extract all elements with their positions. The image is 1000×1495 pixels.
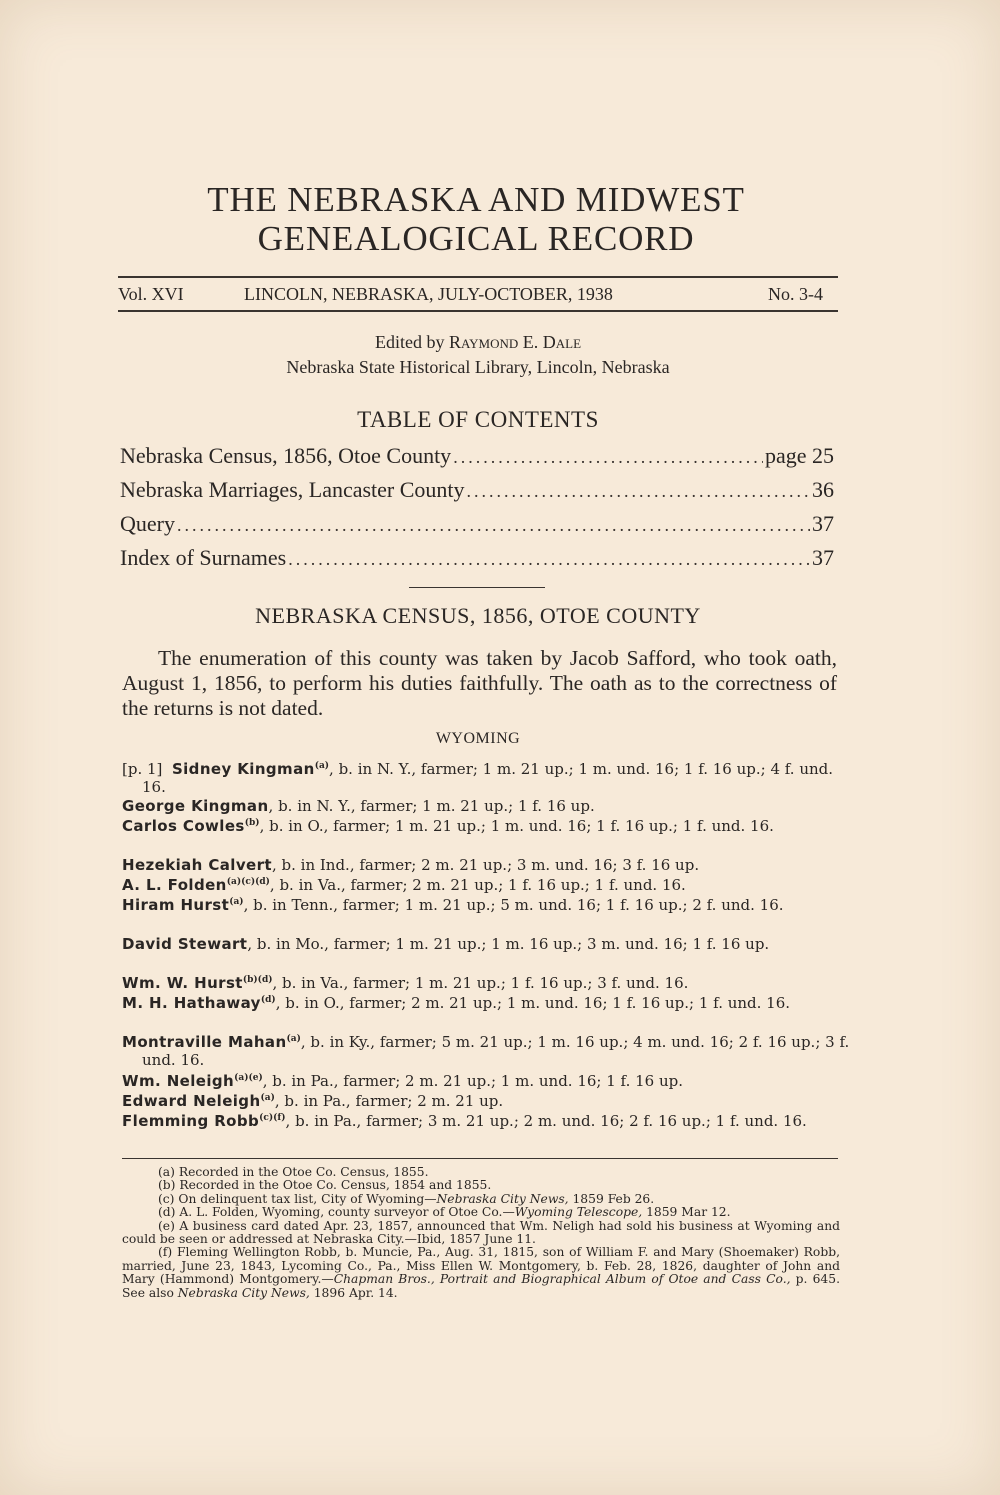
entry-footnote-ref: (a)(e) [234, 1073, 263, 1083]
editor-name: Raymond E. Dale [448, 332, 582, 352]
masthead-rule-bottom [118, 310, 838, 312]
section-subheading: WYOMING [435, 730, 521, 747]
footnote-c-source: Nebraska City News, [436, 1191, 569, 1206]
page-marker: [p. 1] [122, 760, 163, 778]
entry-footnote-ref: (b) [244, 818, 260, 828]
entry-details: , b. in Ind., farmer; 2 m. 21 up.; 3 m. und. 16; 3 f. 16 up. [271, 856, 700, 874]
census-entry [122, 1034, 858, 1069]
journal-title-line-1: THE NEBRASKA AND MIDWEST [207, 180, 745, 219]
entry-name: David Stewart [122, 935, 248, 953]
entry-details: , b. in Mo., farmer; 1 m. 21 up.; 1 m. 16 up.; 3 m. und. 16; 1 f. 16 up. [247, 935, 770, 953]
toc-item[interactable] [120, 545, 834, 572]
entry-details: , b. in Ky., farmer; 5 m. 21 up.; 1 m. 16 up.; 4 m. und. 16; 2 f. 16 up.; 3 f. und. 16. [142, 1033, 850, 1069]
volume-label: Vol. XVI [118, 284, 184, 304]
entry-details: , b. in N. Y., farmer; 1 m. 21 up.; 1 f. 16 up. [268, 797, 595, 815]
entry-details: , b. in Tenn., farmer; 1 m. 21 up.; 5 m. und. 16; 1 f. 16 up.; 2 f. und. 16. [243, 896, 784, 914]
census-entry [122, 761, 858, 796]
editor-prefix: Edited by [374, 332, 445, 352]
entry-name: Sidney Kingman [171, 760, 315, 778]
footnote-a: (a) Recorded in the Otoe Co. Census, 1855. [158, 1165, 429, 1179]
editor-affiliation: Nebraska State Historical Library, Lincoln, Nebraska [286, 357, 670, 377]
entry-footnote-ref: (a) [260, 1093, 275, 1103]
toc-item[interactable] [120, 477, 834, 504]
footnote-c [122, 1193, 840, 1206]
toc-heading: TABLE OF CONTENTS [357, 407, 599, 432]
footnote-f-text: (f) Fleming Wellington Robb, b. Muncie, Pa., Aug. 31, 1815, son of William F. and Mary (Shoemaker) Robb, married, June 23, 1843, Lycoming Co., Pa., Miss Ellen W. Montgomery, b. Feb. 28, 1826, daughter of John and Mary (Hammond) Montgomery.— [122, 1245, 840, 1287]
issue-number-label: No. 3-4 [768, 284, 823, 304]
toc-item-page: 37 [812, 545, 834, 570]
footnote-b: (b) Recorded in the Otoe Co. Census, 1854 and 1855. [158, 1178, 492, 1193]
census-entry [122, 857, 858, 875]
entry-details: , b. in Pa., farmer; 2 m. 21 up. [274, 1092, 504, 1110]
census-entry [122, 798, 858, 816]
place-date-label: LINCOLN, NEBRASKA, JULY-OCTOBER, 1938 [244, 284, 613, 304]
journal-title-line-2: GENEALOGICAL RECORD [257, 219, 695, 258]
entry-name: Flemming Robb [122, 1112, 260, 1130]
toc-item-label: Query [120, 511, 175, 536]
census-entry [122, 936, 858, 954]
census-entry [122, 877, 858, 895]
entry-name: Hezekiah Calvert [122, 856, 272, 874]
toc-leader-dots [467, 478, 810, 504]
footnote-c-text: (c) On delinquent tax list, City of Wyoming— [158, 1191, 437, 1206]
intro-paragraph: The enumeration of this county was taken by Jacob Safford, who took oath, August 1, 1856, to perform his duties faithfully. The oath as to the correctness of the returns is not dated. [122, 646, 837, 720]
footnote-d-source: Wyoming Telescope, [514, 1205, 643, 1220]
article-heading: NEBRASKA CENSUS, 1856, OTOE COUNTY [255, 603, 701, 628]
footnotes [122, 1166, 840, 1300]
toc-leader-dots [177, 512, 810, 538]
toc-item-page: page 25 [764, 443, 834, 468]
entry-footnote-ref: (a) [314, 761, 330, 771]
census-entry [122, 1073, 858, 1091]
entry-name: George Kingman [122, 797, 269, 815]
census-entry [122, 975, 858, 993]
toc-leader-dots [453, 444, 763, 470]
footnote-f-date: 1896 Apr. 14. [309, 1285, 398, 1300]
entry-footnote-ref: (a)(c)(d) [226, 877, 270, 887]
footnote-f [122, 1246, 840, 1300]
census-entry [122, 818, 858, 836]
census-entry [122, 897, 858, 915]
entry-name: Wm. Neleigh [122, 1072, 235, 1090]
entry-footnote-ref: (c)(f) [259, 1113, 286, 1123]
footnote-f-mid: p. 645. See also [122, 1272, 840, 1300]
entry-details: , b. in Va., farmer; 2 m. 21 up.; 1 f. 16 up.; 1 f. und. 16. [269, 876, 686, 894]
toc-leader-dots [288, 546, 810, 572]
footnote-rule [122, 1158, 838, 1159]
census-entry [122, 995, 858, 1013]
toc-item-page: 36 [812, 477, 834, 502]
entry-details: , b. in Pa., farmer; 2 m. 21 up.; 1 m. und. 16; 1 f. 16 up. [262, 1072, 683, 1090]
toc-item-page: 37 [812, 511, 834, 536]
entry-name: A. L. Folden [122, 876, 227, 894]
footnote-d [122, 1206, 840, 1219]
entry-name: Carlos Cowles [122, 817, 245, 835]
entry-name: M. H. Hathaway [122, 994, 261, 1012]
footnote-f-source-1: Chapman Bros., Portrait and Biographical Album of Otoe and Cass Co., [333, 1272, 791, 1287]
toc-item-label: Nebraska Census, 1856, Otoe County [120, 443, 452, 468]
section-divider [409, 587, 545, 588]
entry-footnote-ref: (a) [286, 1034, 301, 1044]
census-entry [122, 1093, 858, 1111]
entry-name: Montraville Mahan [122, 1033, 287, 1051]
masthead-rule-top [118, 276, 838, 278]
entry-footnote-ref: (d) [260, 995, 276, 1005]
footnote-d-date: 1859 Mar 12. [642, 1205, 731, 1220]
entry-name: Wm. W. Hurst [122, 974, 243, 992]
entry-details: , b. in Va., farmer; 1 m. 21 up.; 1 f. 16 up.; 3 f. und. 16. [272, 974, 689, 992]
toc-item-label: Nebraska Marriages, Lancaster County [120, 477, 465, 502]
entry-details: , b. in O., farmer; 2 m. 21 up.; 1 m. und. 16; 1 f. 16 up.; 1 f. und. 16. [275, 994, 791, 1012]
footnote-f-source-2: Nebraska City News, [177, 1285, 310, 1300]
toc-item[interactable] [120, 511, 834, 538]
census-entry [122, 1113, 858, 1131]
footnote-d-text: (d) A. L. Folden, Wyoming, county surveyor of Otoe Co.— [158, 1205, 515, 1220]
editor-line [118, 331, 838, 353]
entry-details: , b. in O., farmer; 1 m. 21 up.; 1 m. und. 16; 1 f. 16 up.; 1 f. und. 16. [259, 817, 774, 835]
toc-item[interactable] [120, 443, 834, 470]
entry-footnote-ref: (b)(d) [242, 975, 273, 985]
entry-footnote-ref: (a) [229, 897, 244, 907]
footnote-e: (e) A business card dated Apr. 23, 1857, announced that Wm. Neligh had sold his business at Wyoming and could be seen or addressed at Nebraska City.—Ibid, 1857 June 11. [122, 1218, 840, 1247]
toc-item-label: Index of Surnames [120, 545, 287, 570]
entry-details: , b. in Pa., farmer; 3 m. 21 up.; 2 m. und. 16; 2 f. 16 up.; 1 f. und. 16. [285, 1112, 807, 1130]
footnote-c-date: 1859 Feb 26. [568, 1191, 655, 1206]
entry-name: Edward Neleigh [122, 1092, 261, 1110]
entry-name: Hiram Hurst [122, 896, 230, 914]
entry-details: , b. in N. Y., farmer; 1 m. 21 up.; 1 m. und. 16; 1 f. 16 up.; 4 f. und. 16. [142, 760, 834, 796]
